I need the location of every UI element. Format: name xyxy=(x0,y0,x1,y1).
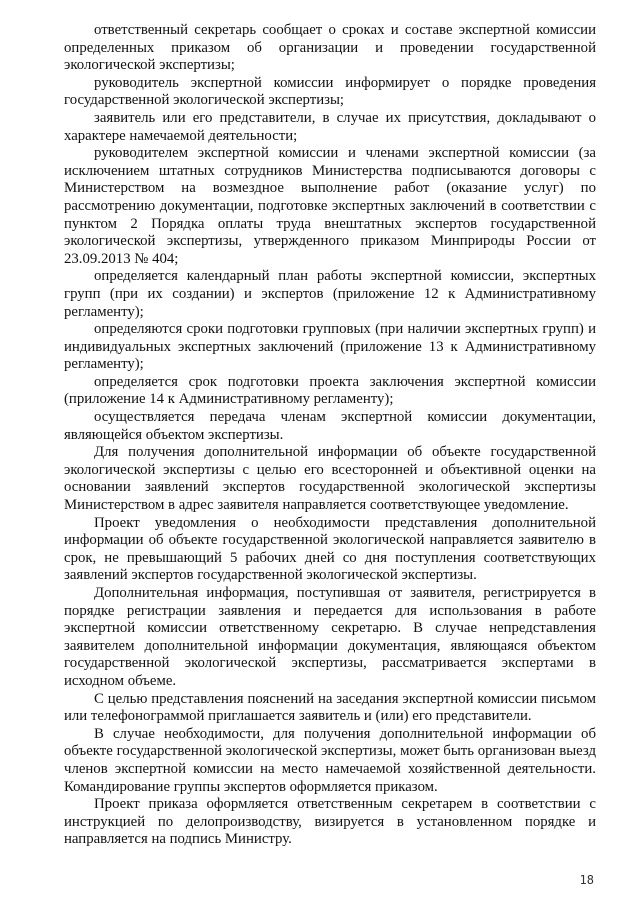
page-number: 18 xyxy=(579,873,594,887)
paragraph: Проект приказа оформляется ответственным секретарем в соответствии с инструкцией по делопроизводству, визируется в установленном порядке и направляется на подпись Министру. xyxy=(64,796,596,848)
paragraph: Для получения дополнительной информации об объекте государственной экологической экспертизы с целью его всесторонней и объективной оценки на основании заявлений экспертов государственной экологической экспертизы Министерством в адрес заявителя направляется соответствующее уведомление. xyxy=(64,444,596,514)
paragraph: Дополнительная информация, поступившая от заявителя, регистрируется в порядке регистрации заявления и передается для использования в работе экспертной комиссии ответственному секретарю. В случае непредставления заявителем дополнительной информации документация, являющаяся объектом государственной экологической экспертизы, рассматривается экспертами в исходном объеме. xyxy=(64,585,596,689)
paragraph: руководителем экспертной комиссии и членами экспертной комиссии (за исключением штатных сотрудников Министерства подписываются договоры с Министерством на возмездное выполнение работ (оказание услуг) по рассмотрению документации, подготовке экспертных заключений в соответствии с пунктом 2 Порядка оплаты труда внештатных экспертов государственной экологической экспертизы, утвержденного приказом Минприроды России от 23.09.2013 № 404; xyxy=(64,145,596,267)
paragraph: Проект уведомления о необходимости представления дополнительной информации об объекте государственной экологической направляется заявителю в срок, не превышающий 5 рабочих дней со дня поступления соответствующих заявлений экспертов государственной экологической экспертизы. xyxy=(64,514,596,584)
paragraph: заявитель или его представители, в случае их присутствия, докладывают о характере намечаемой деятельности; xyxy=(64,109,596,144)
paragraph: С целью представления пояснений на заседания экспертной комиссии письмом или телефонограммой приглашается заявитель и (или) его представители. xyxy=(64,690,596,725)
paragraph: определяется календарный план работы экспертной комиссии, экспертных групп (при их создании) и экспертов (приложение 12 к Административному регламенту); xyxy=(64,268,596,320)
paragraph: руководитель экспертной комиссии информирует о порядке проведения государственной экологической экспертизы; xyxy=(64,74,596,109)
paragraph: ответственный секретарь сообщает о сроках и составе экспертной комиссии определенных приказом об организации и проведении государственной экологической экспертизы; xyxy=(64,22,596,74)
paragraph: В случае необходимости, для получения дополнительной информации об объекте государственной экологической экспертизы, может быть организован выезд членов экспертной комиссии на место намечаемой хозяйственной деятельности. Командирование группы экспертов оформляется приказом. xyxy=(64,725,596,795)
body-text xyxy=(64,22,596,849)
paragraph: осуществляется передача членам экспертной комиссии документации, являющейся объектом экспертизы. xyxy=(64,409,596,443)
paragraph: определяются сроки подготовки групповых (при наличии экспертных групп) и индивидуальных экспертных заключений (приложение 13 к Административному регламенту); xyxy=(64,321,596,373)
paragraph: определяется срок подготовки проекта заключения экспертной комиссии (приложение 14 к Административному регламенту); xyxy=(64,373,596,408)
